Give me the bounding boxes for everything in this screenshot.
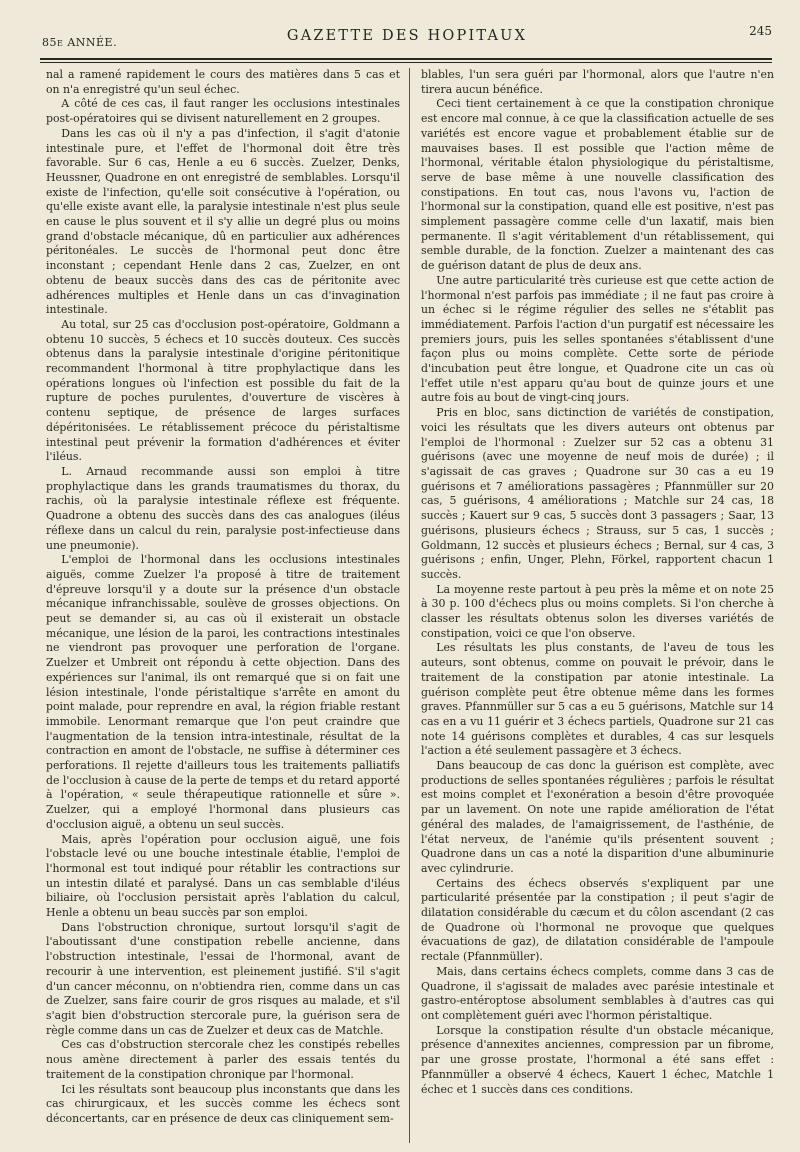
paragraph: Ici les résultats sont beaucoup plus inconstants que dans les cas chirurgicaux, et les succès comme les échecs sont déconcertants, car en présence de deux cas cliniquement sem- [46,1082,400,1125]
newspaper-title: GAZETTE DES HOPITAUX [286,28,528,44]
header-rule [40,58,772,63]
paragraph: Lorsque la constipation résulte d'un obstacle mécanique, présence d'annexites anciennes, compression par un fibrome, par une grosse prostate, l'hormonal a été sans effet : Pfannmüller a observé 4 échecs, Kauert 1 échec, Matchle 1 échec et 1 succès dans ces conditions. [421,1023,774,1096]
right-column [421,68,774,1143]
paragraph: blables, l'un sera guéri par l'hormonal, alors que l'autre n'en tirera aucun bénéfice. [421,68,774,96]
paragraph: Mais, dans certains échecs complets, comme dans 3 cas de Quadrone, il s'agissait de malades avec parésie intestinale et gastro-entéroptose absolument semblables à d'autres cas qui ont complètement guéri avec l'hormon péristaltique. [421,964,774,1022]
paragraph: Dans l'obstruction chronique, surtout lorsqu'il s'agit de l'aboutissant d'une constipation rebelle ancienne, dans l'obstruction intestinale, l'essai de l'hormonal, avant de recourir à une intervention, est pleinement justifié. S'il s'agit d'un cancer méconnu, on n'obtiendra rien, comme dans un cas de Zuelzer, sans faire courir de gros risques au malade, et s'il s'agit bien d'obstruction stercorale pure, la guérison sera de règle comme dans un cas de Zuelzer et deux cas de Matchle. [46,920,400,1037]
paragraph: Ceci tient certainement à ce que la constipation chronique est encore mal connue, à ce que la classification actuelle de ses variétés est encore vague et probablement établie sur de mauvaises bases. Il est possible que l'action même de l'hormonal, véritable étalon physiologique du péristaltisme, serve de base même à une nouvelle classification des constipations. En tout cas, nous l'avons vu, l'action de l'hormonal sur la constipation, quand elle est positive, n'est pas simplement passagère comme celle d'un laxatif, mais bien permanente. Il s'agit véritablement d'un rétablissement, qui semble durable, de la fonction. Zuelzer a maintenant des cas de guérison datant de plus de deux ans. [421,97,774,273]
column-divider [409,68,410,1143]
paragraph: Les résultats les plus constants, de l'aveu de tous les auteurs, sont obtenus, comme on pouvait le prévoir, dans le traitement de la constipation par atonie intestinale. La guérison complète peut être obtenue même dans les formes graves. Pfannmüller sur 5 cas a eu 5 guérisons, Matchle sur 14 cas en a vu 11 guérir et 3 échecs partiels, Quadrone sur 21 cas note 14 guérisons complètes et durables, 4 cas sur lesquels l'action a été seulement passagère et 3 échecs. [421,641,774,758]
paragraph: Mais, après l'opération pour occlusion aiguë, une fois l'obstacle levé ou une bouche intestinale établie, l'emploi de l'hormonal est tout indiqué pour rétablir les contractions sur un intestin dilaté et paralysé. Dans un cas semblable d'iléus biliaire, où l'occlusion persistait après l'ablation du calcul, Henle a obtenu un beau succès par son emploi. [46,832,400,920]
left-column [46,68,400,1143]
page-number: 245 [749,24,772,38]
page-header [42,22,772,58]
paragraph: Certains des échecs observés s'expliquent par une particularité présentée par la constipation ; il peut s'agir de dilatation considérable du cæcum et du côlon ascendant (2 cas de Quadrone où l'hormonal ne provoque que quelques évacuations de gaz), de dilatation considérable de l'ampoule rectale (Pfannmüller). [421,876,774,964]
paragraph: La moyenne reste partout à peu près la même et on note 25 à 30 p. 100 d'échecs plus ou moins complets. Si l'on cherche à classer les résultats obtenus solon les diverses variétés de constipation, voici ce que l'on observe. [421,582,774,640]
paragraph: nal a ramené rapidement le cours des matières dans 5 cas et on n'a enregistré qu'un seul échec. [46,68,400,96]
paragraph: Dans beaucoup de cas donc la guérison est complète, avec productions de selles spontanées régulières ; parfois le résultat est moins complet et l'exonération a besoin d'être provoquée par un lavement. On note une rapide amélioration de l'état général des malades, de l'amaigrissement, de l'asthénie, de l'état nerveux, de l'anémie qu'ils présentent souvent ; Quadrone dans un cas a noté la disparition d'une albuminurie avec cylindrurie. [421,759,774,875]
paragraph: Dans les cas où il n'y a pas d'infection, il s'agit d'atonie intestinale pure, et l'effet de l'hormonal doit être très favorable. Sur 6 cas, Henle a eu 6 succès. Zuelzer, Denks, Heussner, Quadrone en ont enregistré de semblables. Lorsqu'il existe de l'infection, qu'elle soit consécutive à l'opération, ou qu'elle existe avant elle, la paralysie intestinale n'est plus seule en cause le plus souvent et il s'y allie un degré plus ou moins grand d'obstacle mécanique, dû en particulier aux adhérences péritonéales. Le succès de l'hormonal peut donc être inconstant ; cependant Henle dans 2 cas, Zuelzer, en ont obtenu de beaux succès dans des cas de péritonite avec adhérences multiples et Henle dans un cas d'invagination intestinale. [46,126,400,317]
paragraph: Une autre particularité très curieuse est que cette action de l'hormonal n'est parfois pas immédiate ; il ne faut pas croire à un échec si le régime régulier des selles ne s'établit pas immédiatement. Parfois l'action d'un purgatif est nécessaire les premiers jours, puis les selles spontanées s'établissent d'une façon plus ou moins complète. Cette sorte de période d'incubation peut être longue, et Quadrone cite un cas où l'effet utile n'est apparu qu'au bout de quinze jours et une autre fois au bout de vingt-cinq jours. [421,273,774,405]
paragraph: L. Arnaud recommande aussi son emploi à titre prophylactique dans les grands traumatismes du thorax, du rachis, où la paralysie intestinale réflexe est fréquente. Quadrone a obtenu des succès dans des cas analogues (iléus réflexe dans un calcul du rein, paralysie post-infectieuse dans une pneumonie). [46,464,400,552]
paragraph: Pris en bloc, sans dictinction de variétés de constipation, voici les résultats que les divers auteurs ont obtenus par l'emploi de l'hormonal : Zuelzer sur 52 cas a obtenu 31 guérisons (avec une moyenne de neuf mois de durée) ; il s'agissait de cas graves ; Quadrone sur 30 cas a eu 19 guérisons et 7 améliorations passagères ; Pfannmüller sur 20 cas, 5 guérisons, 4 améliorations ; Matchle sur 24 cas, 18 succès ; Kauert sur 9 cas, 5 succès dont 3 passagers ; Saar, 13 guérisons, plusieurs échecs ; Strauss, sur 5 cas, 1 succès ; Goldmann, 12 succès et plusieurs échecs ; Bernal, sur 4 cas, 3 guérisons ; enfin, Unger, Plehn, Förkel, rapportent chacun 1 succès. [421,406,774,581]
paragraph: Au total, sur 25 cas d'occlusion post-opératoire, Goldmann a obtenu 10 succès, 5 échecs et 10 succès douteux. Ces succès obtenus dans la paralysie intestinale d'origine péritonitique recommandent l'hormonal à titre prophylactique dans les opérations longues où l'infection est possible du fait de la rupture de poches purulentes, d'ouverture de viscères à contenu septique, de présence de larges surfaces dépéritonisées. Le rétablissement précoce du péristaltisme intestinal peut prévenir la formation d'adhérences et éviter l'iléus. [46,317,400,464]
issue-year: 85e ANNÉE. [42,36,118,49]
paragraph: A côté de ces cas, il faut ranger les occlusions intestinales post-opératoires qui se divisent naturellement en 2 groupes. [46,97,400,126]
paragraph: L'emploi de l'hormonal dans les occlusions intestinales aiguës, comme Zuelzer l'a proposé à titre de traitement d'épreuve lorsqu'il y a doute sur la présence d'un obstacle mécanique infranchissable, soulève de grosses objections. On peut se demander si, au cas où il existerait un obstacle mécanique, une lésion de la paroi, les contractions intestinales ne viendront pas provoquer une perforation de l'organe. Zuelzer et Umbreit ont répondu à cette objection. Dans des expériences sur l'animal, ils ont remarqué que si on fait une lésion intestinale, l'onde péristaltique s'arrête en amont du point malade, pour reprendre en aval, la région friable restant immobile. Lenormant remarque que l'on peut craindre que l'augmentation de la tension intra-intestinale, résultat de la contraction en amont de l'obstacle, ne suffise à déterminer ces perforations. Il rejette d'ailleurs tous les traitements palliatifs de l'occlusion à cause de la perte de temps et du retard apporté à l'opération, « seule thérapeutique rationnelle et sûre ». Zuelzer, qui a employé l'hormonal dans plusieurs cas d'occlusion aiguë, a obtenu un seul succès. [46,553,400,831]
paragraph: Ces cas d'obstruction stercorale chez les constipés rebelles nous amène directement à parler des essais tentés du traitement de la constipation chronique par l'hormonal. [46,1038,400,1081]
